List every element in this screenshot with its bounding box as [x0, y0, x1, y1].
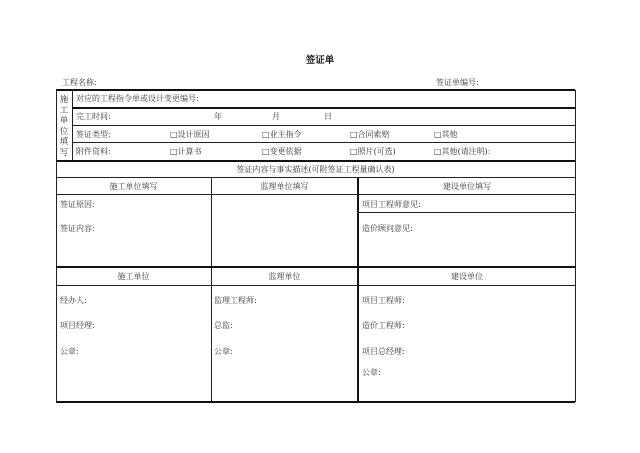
header-supervisor: 监理单位填写	[260, 182, 309, 191]
completion-time-label: 完工时间:	[76, 112, 111, 121]
header-contractor: 施工单位填写	[109, 182, 158, 191]
row-divider-3	[72, 142, 575, 143]
visa-type-option-claim[interactable]: □合同索赔	[350, 130, 390, 139]
chief-supervisor-label: 总监:	[214, 321, 233, 330]
row-divider-2	[72, 125, 575, 126]
visa-type-label: 签证类型:	[76, 130, 111, 139]
pm-opinion-label: 项目工程师意见:	[362, 200, 421, 209]
owner-opinion-divider	[359, 212, 575, 213]
contractor-handler-label: 经办人:	[60, 296, 87, 305]
owner-gm-label: 项目总经理:	[362, 347, 405, 356]
column-divider-1	[211, 178, 212, 402]
table-bottom-border	[56, 401, 575, 403]
visa-no-label: 签证单编号:	[436, 78, 479, 87]
attachment-option-change[interactable]: □变更依据	[262, 147, 302, 156]
supervisor-seal-label: 公章:	[214, 347, 233, 356]
form-title: 签证单	[305, 55, 335, 66]
sign-header-owner: 建设单位	[451, 272, 483, 281]
owner-cost-engineer-label: 造价工程师:	[362, 321, 405, 330]
row-divider-1	[72, 107, 575, 109]
completion-month: 月	[272, 112, 280, 121]
owner-seal-label: 公章:	[362, 368, 381, 377]
side-label-contractor: 施工单位填写	[59, 95, 69, 158]
cost-consultant-opinion-label: 造价顾问意见:	[362, 224, 413, 233]
attachment-option-photo[interactable]: □照片(可选)	[350, 147, 396, 156]
sign-header-supervisor: 监理单位	[268, 272, 301, 281]
visa-type-option-owner[interactable]: □业主指令	[262, 130, 302, 139]
contractor-seal-label: 公章:	[60, 347, 79, 356]
project-name-label: 工程名称:	[62, 78, 97, 87]
attachments-label: 附件资料:	[76, 147, 111, 156]
contractor-pm-label: 项目经理:	[60, 321, 95, 330]
completion-day: 日	[324, 112, 332, 121]
table-left-border	[56, 90, 57, 402]
visa-type-option-other[interactable]: □其他	[434, 130, 458, 139]
visa-content-label: 签证内容:	[60, 224, 95, 233]
instruction-no-label: 对应的工程指令单或设计变更编号:	[76, 94, 199, 103]
section-title: 签证内容与事实描述(可附签证工程量确认表)	[236, 165, 395, 174]
attachment-option-calc[interactable]: □计算书	[170, 147, 202, 156]
row-divider-8	[56, 285, 575, 286]
row-divider-6	[56, 194, 575, 195]
sign-header-contractor: 施工单位	[117, 272, 150, 281]
table-top-border	[56, 89, 575, 91]
row-divider-5	[56, 177, 575, 178]
row-divider-7	[56, 266, 575, 268]
header-owner: 建设单位填写	[443, 182, 491, 191]
row-divider-4	[56, 160, 575, 162]
supervising-engineer-label: 监理工程师:	[214, 296, 257, 305]
table-right-border	[575, 90, 576, 402]
visa-reason-label: 签证原因:	[60, 200, 95, 209]
completion-year: 年	[214, 112, 222, 121]
owner-engineer-label: 项目工程师:	[362, 296, 405, 305]
visa-type-option-design[interactable]: □设计原因	[170, 130, 210, 139]
attachment-option-other[interactable]: □其他(请注明):	[434, 147, 491, 156]
